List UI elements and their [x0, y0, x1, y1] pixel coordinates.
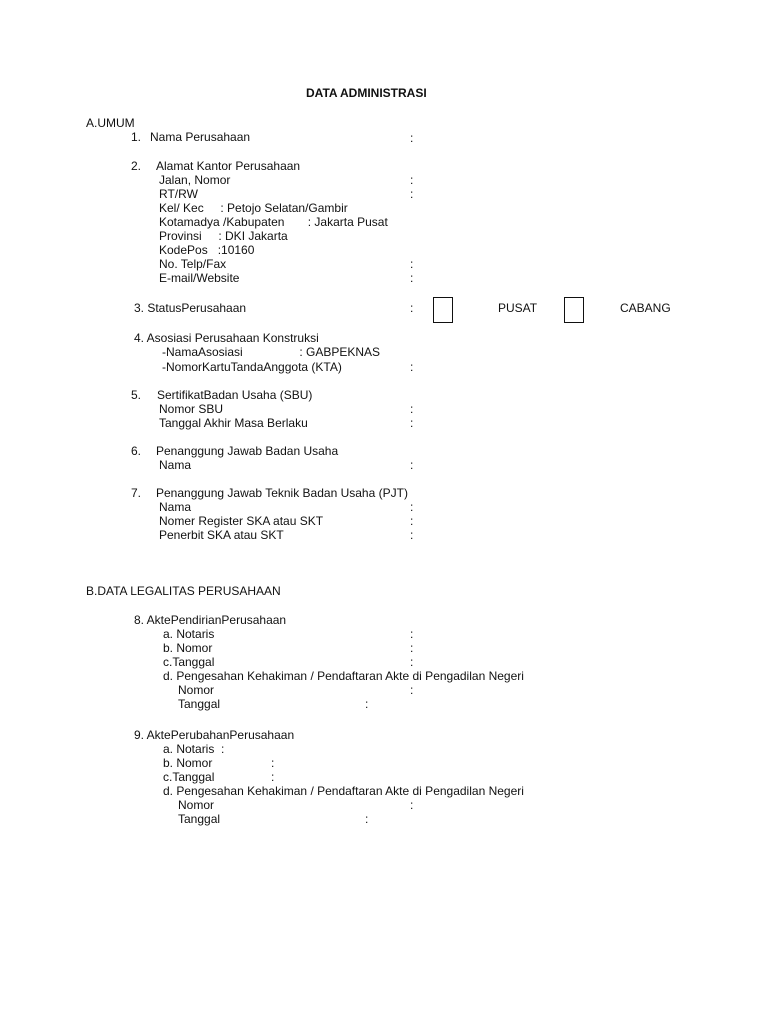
colon: : — [410, 257, 414, 271]
pusat-label: PUSAT — [498, 301, 538, 315]
colon: : — [410, 514, 414, 528]
item-8d-nomor-label: Nomor — [178, 683, 215, 697]
item-8-label: 8. AktePendirianPerusahaan — [134, 613, 287, 627]
nama-asosiasi-line: -NamaAsosiasi : GABPEKNAS — [162, 345, 381, 359]
colon: : — [410, 627, 414, 641]
provinsi-line: Provinsi : DKI Jakarta — [159, 229, 288, 243]
colon: : — [410, 416, 414, 430]
pj-nama-label: Nama — [159, 458, 192, 472]
colon: : — [271, 756, 275, 770]
colon: : — [410, 301, 414, 315]
telp-label: No. Telp/Fax — [159, 257, 227, 271]
item-2-label: Alamat Kantor Perusahaan — [156, 159, 301, 173]
item-9c-label: c.Tanggal — [163, 770, 215, 784]
item-2-number: 2. — [131, 159, 142, 173]
item-7-number: 7. — [131, 486, 142, 500]
colon: : — [410, 271, 414, 285]
kel-kec-line: Kel/ Kec : Petojo Selatan/Gambir — [159, 201, 348, 215]
cabang-checkbox[interactable] — [564, 297, 584, 323]
item-9d-tanggal-label: Tanggal — [178, 812, 221, 826]
pusat-checkbox[interactable] — [433, 297, 453, 323]
colon: : — [410, 683, 414, 697]
rtrw-label: RT/RW — [159, 187, 198, 201]
item-6-label: Penanggung Jawab Badan Usaha — [156, 444, 339, 458]
jalan-label: Jalan, Nomor — [159, 173, 231, 187]
item-7-label: Penanggung Jawab Teknik Badan Usaha (PJT) — [156, 486, 408, 500]
item-9d-nomor-label: Nomor — [178, 798, 215, 812]
item-8d-label: d. Pengesahan Kehakiman / Pendaftaran Akte di Pengadilan Negeri — [163, 669, 524, 683]
colon: : — [410, 360, 414, 374]
colon: : — [410, 187, 414, 201]
colon: : — [410, 641, 414, 655]
colon: : — [410, 798, 414, 812]
colon: : — [410, 500, 414, 514]
register-ska-label: Nomer Register SKA atau SKT — [159, 514, 324, 528]
section-a-heading: A.UMUM — [86, 116, 135, 130]
item-9-label: 9. AktePerubahanPerusahaan — [134, 728, 295, 742]
item-9d-label: d. Pengesahan Kehakiman / Pendaftaran Akte di Pengadilan Negeri — [163, 784, 524, 798]
kodepos-line: KodePos :10160 — [159, 243, 255, 257]
tanggal-sbu-label: Tanggal Akhir Masa Berlaku — [159, 416, 308, 430]
page-title: DATA ADMINISTRASI — [306, 86, 427, 100]
item-1-number: 1. — [131, 130, 142, 144]
section-b-heading: B.DATA LEGALITAS PERUSAHAAN — [86, 584, 281, 598]
kta-label: -NomorKartuTandaAnggota (KTA) — [162, 360, 342, 374]
item-8d-tanggal-label: Tanggal — [178, 697, 221, 711]
colon: : — [410, 655, 414, 669]
item-5-label: SertifikatBadan Usaha (SBU) — [157, 388, 313, 402]
colon: : — [410, 173, 414, 187]
colon: : — [410, 528, 414, 542]
email-label: E-mail/Website — [159, 271, 240, 285]
colon: : — [365, 812, 369, 826]
cabang-label: CABANG — [620, 301, 671, 315]
item-9a-label: a. Notaris : — [163, 742, 225, 756]
item-8a-label: a. Notaris — [163, 627, 215, 641]
item-3-label: 3. StatusPerusahaan — [134, 301, 247, 315]
item-4-label: 4. Asosiasi Perusahaan Konstruksi — [134, 331, 319, 345]
item-6-number: 6. — [131, 444, 142, 458]
penerbit-ska-label: Penerbit SKA atau SKT — [159, 528, 284, 542]
kotamadya-line: Kotamadya /Kabupaten : Jakarta Pusat — [159, 215, 388, 229]
item-8c-label: c.Tanggal — [163, 655, 215, 669]
pjt-nama-label: Nama — [159, 500, 192, 514]
colon: : — [410, 402, 414, 416]
nomor-sbu-label: Nomor SBU — [159, 402, 224, 416]
colon: : — [365, 697, 369, 711]
colon: : — [410, 458, 414, 472]
colon: : — [410, 131, 414, 145]
item-1-label: Nama Perusahaan — [150, 130, 251, 144]
colon: : — [271, 770, 275, 784]
item-5-number: 5. — [131, 388, 142, 402]
item-8b-label: b. Nomor — [163, 641, 213, 655]
item-9b-label: b. Nomor — [163, 756, 213, 770]
